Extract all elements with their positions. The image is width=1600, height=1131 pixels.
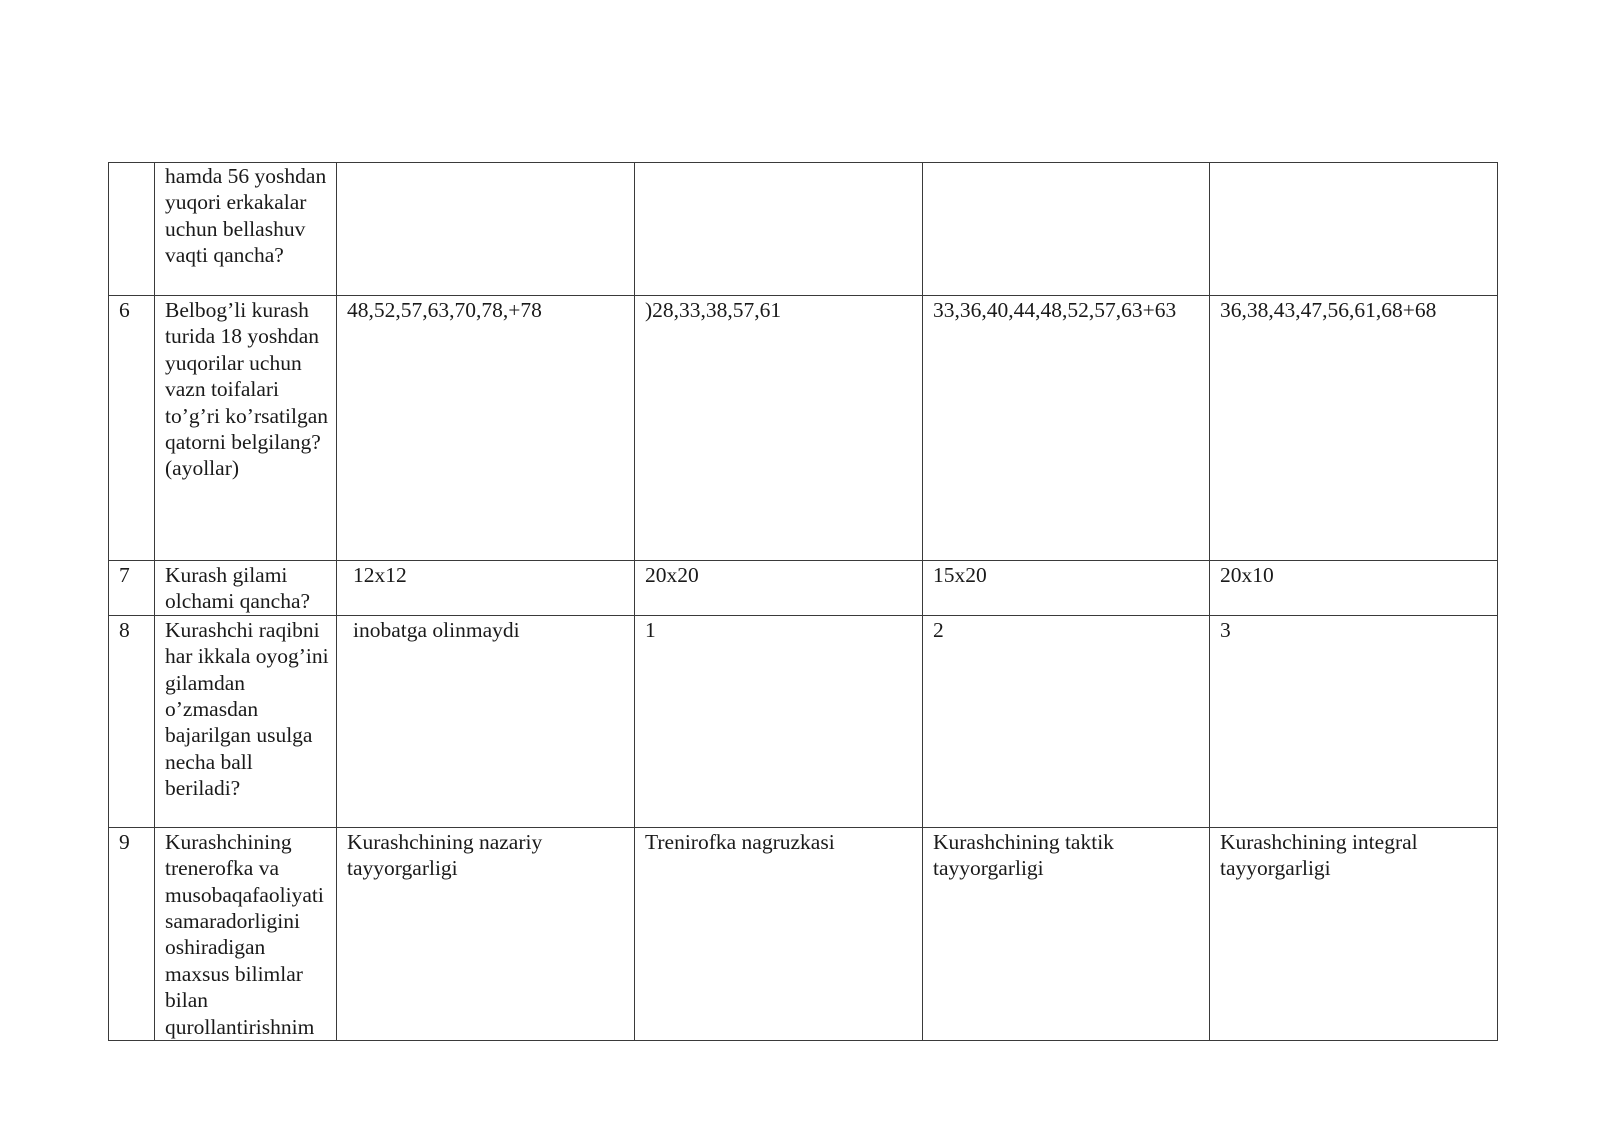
option-c [923, 163, 1210, 296]
question-number [109, 163, 155, 296]
question-number: 9 [109, 827, 155, 1040]
table-row [109, 827, 1498, 1040]
option-a: Kurashchining nazariy tayyorgarligi [337, 827, 635, 1040]
option-a [337, 163, 635, 296]
question-number: 8 [109, 615, 155, 827]
option-b: 20x20 [635, 561, 923, 616]
option-b: 1 [635, 615, 923, 827]
table-row [109, 615, 1498, 827]
option-c: 15x20 [923, 561, 1210, 616]
table-row [109, 561, 1498, 616]
option-d: 20x10 [1210, 561, 1498, 616]
question-text: Kurash gilami olchami qancha? [155, 561, 337, 616]
option-b: )28,33,38,57,61 [635, 296, 923, 561]
option-c: 33,36,40,44,48,52,57,63+63 [923, 296, 1210, 561]
option-d: 3 [1210, 615, 1498, 827]
question-text: Kurashchi raqibni har ikkala oyog’ini gilamdan o’zmasdan bajarilgan usulga necha ball beriladi? [155, 615, 337, 827]
question-number: 7 [109, 561, 155, 616]
question-text: Belbog’li kurash turida 18 yoshdan yuqorilar uchun vazn toifalari to’g’ri ko’rsatilgan qatorni belgilang? (ayollar) [155, 296, 337, 561]
option-a: 12x12 [337, 561, 635, 616]
option-c: 2 [923, 615, 1210, 827]
table-row [109, 163, 1498, 296]
question-text: Kurashchining trenerofka va musobaqafaoliyati samaradorligini oshiradigan maxsus bilimlar bilan qurollantirishnim [155, 827, 337, 1040]
option-d [1210, 163, 1498, 296]
option-a: inobatga olinmaydi [337, 615, 635, 827]
option-b [635, 163, 923, 296]
option-d: Kurashchining integral tayyorgarligi [1210, 827, 1498, 1040]
option-d: 36,38,43,47,56,61,68+68 [1210, 296, 1498, 561]
quiz-table [108, 162, 1498, 1041]
question-text: hamda 56 yoshdan yuqori erkakalar uchun bellashuv vaqti qancha? [155, 163, 337, 296]
option-c: Kurashchining taktik tayyorgarligi [923, 827, 1210, 1040]
table-row [109, 296, 1498, 561]
option-a: 48,52,57,63,70,78,+78 [337, 296, 635, 561]
option-b: Trenirofka nagruzkasi [635, 827, 923, 1040]
question-number: 6 [109, 296, 155, 561]
